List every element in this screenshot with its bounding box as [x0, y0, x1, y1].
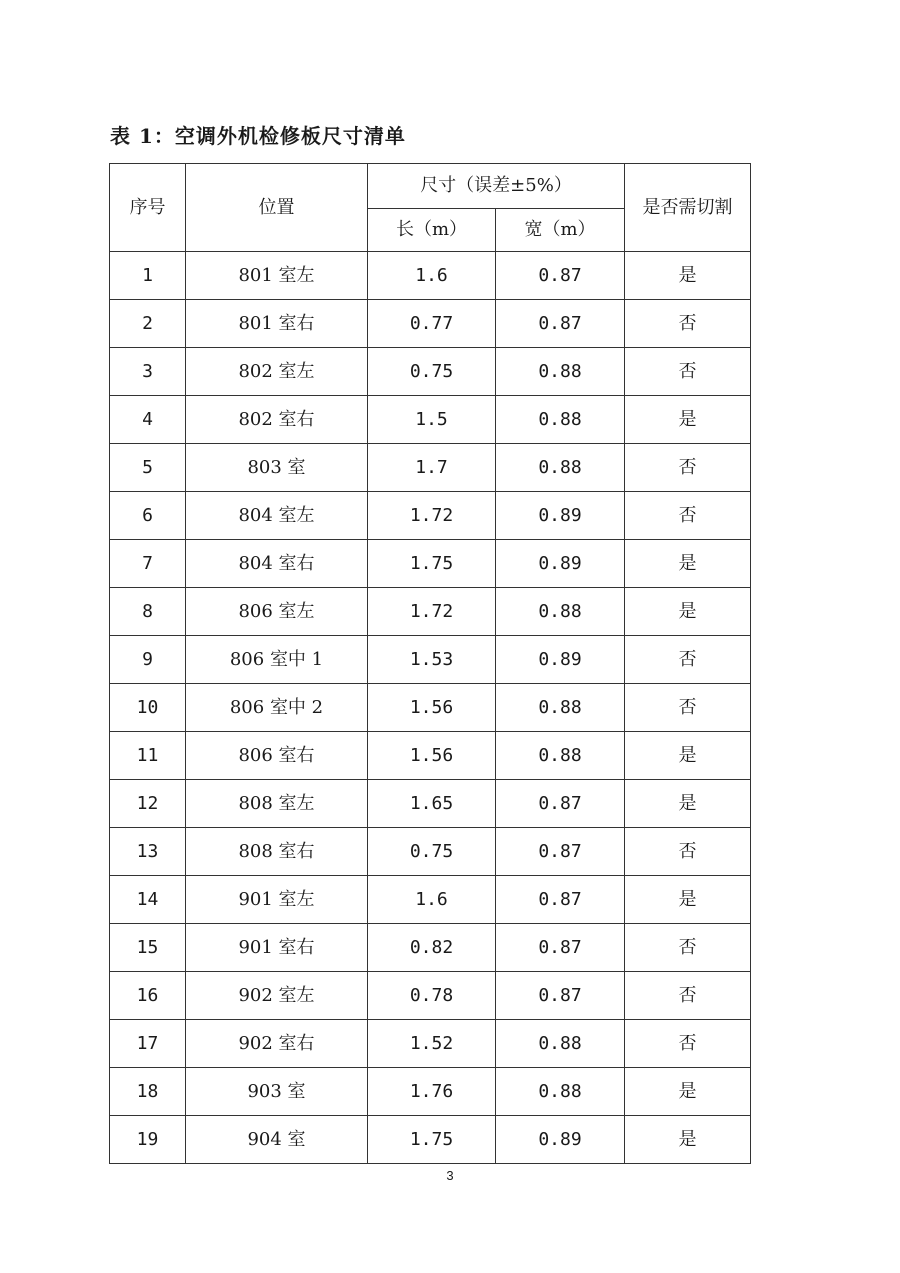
table-row	[110, 540, 751, 588]
cell-location: 801 室右	[186, 300, 368, 348]
cell-cut: 是	[625, 1068, 751, 1116]
cell-location: 804 室左	[186, 492, 368, 540]
cell-cut: 是	[625, 396, 751, 444]
cell-index: 11	[110, 732, 186, 780]
cell-width: 0.87	[496, 876, 625, 924]
page-number: 3	[446, 1168, 454, 1183]
cell-cut: 否	[625, 444, 751, 492]
cell-length: 1.52	[368, 1020, 496, 1068]
table-row	[110, 780, 751, 828]
cell-width: 0.88	[496, 1068, 625, 1116]
table-row	[110, 300, 751, 348]
table-row	[110, 348, 751, 396]
table-row	[110, 444, 751, 492]
cell-cut: 否	[625, 972, 751, 1020]
header-width: 宽（m）	[496, 209, 625, 252]
cell-location: 902 室右	[186, 1020, 368, 1068]
cell-index: 4	[110, 396, 186, 444]
cell-location: 902 室左	[186, 972, 368, 1020]
cell-location: 904 室	[186, 1116, 368, 1164]
cell-cut: 是	[625, 876, 751, 924]
table-row	[110, 732, 751, 780]
cell-location: 802 室右	[186, 396, 368, 444]
cell-index: 19	[110, 1116, 186, 1164]
cell-width: 0.88	[496, 732, 625, 780]
cell-location: 806 室中 2	[186, 684, 368, 732]
cell-length: 0.75	[368, 828, 496, 876]
cell-cut: 是	[625, 252, 751, 300]
table-row	[110, 1020, 751, 1068]
cell-location: 806 室左	[186, 588, 368, 636]
cell-index: 8	[110, 588, 186, 636]
table-row	[110, 492, 751, 540]
cell-cut: 否	[625, 684, 751, 732]
header-location: 位置	[186, 164, 368, 252]
cell-cut: 是	[625, 780, 751, 828]
table-row	[110, 1116, 751, 1164]
table-row	[110, 588, 751, 636]
cell-location: 903 室	[186, 1068, 368, 1116]
cell-location: 804 室右	[186, 540, 368, 588]
cell-cut: 否	[625, 828, 751, 876]
cell-length: 1.72	[368, 492, 496, 540]
cell-length: 0.82	[368, 924, 496, 972]
dimensions-table	[109, 163, 751, 1164]
cell-length: 1.7	[368, 444, 496, 492]
cell-location: 808 室左	[186, 780, 368, 828]
cell-cut: 否	[625, 300, 751, 348]
cell-length: 1.65	[368, 780, 496, 828]
cell-length: 1.6	[368, 876, 496, 924]
cell-length: 1.56	[368, 732, 496, 780]
cell-length: 0.78	[368, 972, 496, 1020]
cell-cut: 是	[625, 540, 751, 588]
cell-cut: 是	[625, 732, 751, 780]
cell-cut: 是	[625, 588, 751, 636]
cell-location: 806 室右	[186, 732, 368, 780]
cell-length: 1.53	[368, 636, 496, 684]
cell-width: 0.88	[496, 588, 625, 636]
cell-length: 1.75	[368, 540, 496, 588]
cell-location: 808 室右	[186, 828, 368, 876]
header-cut: 是否需切割	[625, 164, 751, 252]
cell-cut: 否	[625, 348, 751, 396]
table-row	[110, 972, 751, 1020]
cell-index: 13	[110, 828, 186, 876]
cell-index: 1	[110, 252, 186, 300]
cell-index: 5	[110, 444, 186, 492]
cell-index: 14	[110, 876, 186, 924]
cell-length: 0.75	[368, 348, 496, 396]
cell-index: 7	[110, 540, 186, 588]
cell-width: 0.88	[496, 684, 625, 732]
cell-length: 1.76	[368, 1068, 496, 1116]
cell-width: 0.87	[496, 252, 625, 300]
cell-width: 0.87	[496, 972, 625, 1020]
header-size: 尺寸（误差±5%）	[368, 164, 625, 209]
cell-cut: 是	[625, 1116, 751, 1164]
cell-width: 0.87	[496, 828, 625, 876]
table-caption: 表 1：空调外机检修板尺寸清单	[110, 124, 406, 148]
cell-cut: 否	[625, 636, 751, 684]
cell-location: 801 室左	[186, 252, 368, 300]
table-row	[110, 828, 751, 876]
cell-width: 0.88	[496, 444, 625, 492]
cell-location: 802 室左	[186, 348, 368, 396]
table-row	[110, 924, 751, 972]
cell-cut: 否	[625, 924, 751, 972]
cell-index: 9	[110, 636, 186, 684]
cell-index: 17	[110, 1020, 186, 1068]
cell-width: 0.89	[496, 492, 625, 540]
cell-width: 0.89	[496, 636, 625, 684]
table-row	[110, 396, 751, 444]
cell-index: 3	[110, 348, 186, 396]
cell-index: 12	[110, 780, 186, 828]
cell-width: 0.87	[496, 924, 625, 972]
cell-location: 901 室左	[186, 876, 368, 924]
cell-index: 15	[110, 924, 186, 972]
cell-length: 1.5	[368, 396, 496, 444]
cell-location: 803 室	[186, 444, 368, 492]
cell-width: 0.89	[496, 1116, 625, 1164]
cell-length: 1.72	[368, 588, 496, 636]
table-body	[110, 252, 751, 1164]
cell-index: 6	[110, 492, 186, 540]
table-row	[110, 636, 751, 684]
header-index: 序号	[110, 164, 186, 252]
cell-width: 0.87	[496, 780, 625, 828]
cell-length: 0.77	[368, 300, 496, 348]
cell-width: 0.89	[496, 540, 625, 588]
table-row	[110, 684, 751, 732]
cell-cut: 否	[625, 1020, 751, 1068]
cell-index: 10	[110, 684, 186, 732]
cell-length: 1.56	[368, 684, 496, 732]
cell-length: 1.6	[368, 252, 496, 300]
table-row	[110, 252, 751, 300]
cell-location: 901 室右	[186, 924, 368, 972]
cell-width: 0.88	[496, 1020, 625, 1068]
cell-index: 18	[110, 1068, 186, 1116]
table-row	[110, 1068, 751, 1116]
cell-length: 1.75	[368, 1116, 496, 1164]
cell-width: 0.87	[496, 300, 625, 348]
cell-cut: 否	[625, 492, 751, 540]
cell-width: 0.88	[496, 348, 625, 396]
cell-location: 806 室中 1	[186, 636, 368, 684]
cell-index: 16	[110, 972, 186, 1020]
cell-width: 0.88	[496, 396, 625, 444]
cell-index: 2	[110, 300, 186, 348]
header-length: 长（m）	[368, 209, 496, 252]
table-row	[110, 876, 751, 924]
